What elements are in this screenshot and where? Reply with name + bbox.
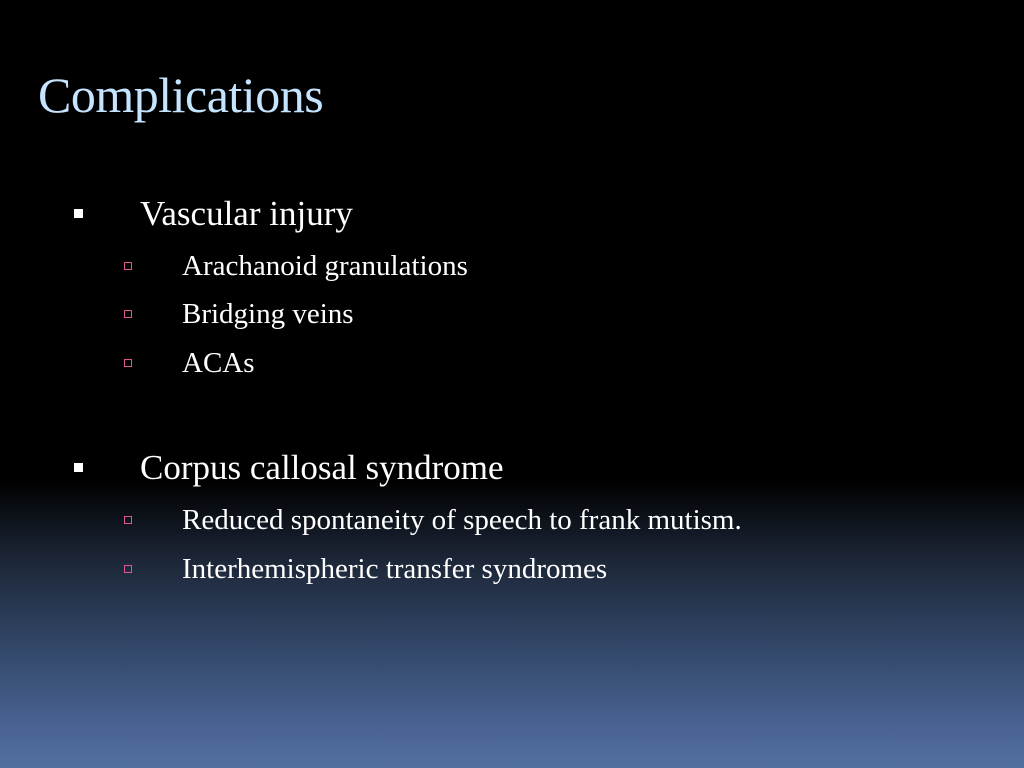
hollow-square-bullet-icon xyxy=(124,565,132,573)
square-bullet-icon xyxy=(74,209,83,218)
sub-bullet-item: Interhemispheric transfer syndromes xyxy=(182,553,608,585)
sub-bullet-item: Reduced spontaneity of speech to frank mutism. xyxy=(182,504,742,536)
sub-bullet-item: Bridging veins xyxy=(182,298,354,330)
sub-bullet-item: Arachanoid granulations xyxy=(182,250,468,282)
hollow-square-bullet-icon xyxy=(124,359,132,367)
hollow-square-bullet-icon xyxy=(124,262,132,270)
section-heading: Corpus callosal syndrome xyxy=(140,448,504,487)
hollow-square-bullet-icon xyxy=(124,516,132,524)
square-bullet-icon xyxy=(74,463,83,472)
slide-title: Complications xyxy=(38,67,324,123)
section-heading: Vascular injury xyxy=(140,194,353,233)
sub-bullet-item: ACAs xyxy=(182,347,255,379)
hollow-square-bullet-icon xyxy=(124,310,132,318)
